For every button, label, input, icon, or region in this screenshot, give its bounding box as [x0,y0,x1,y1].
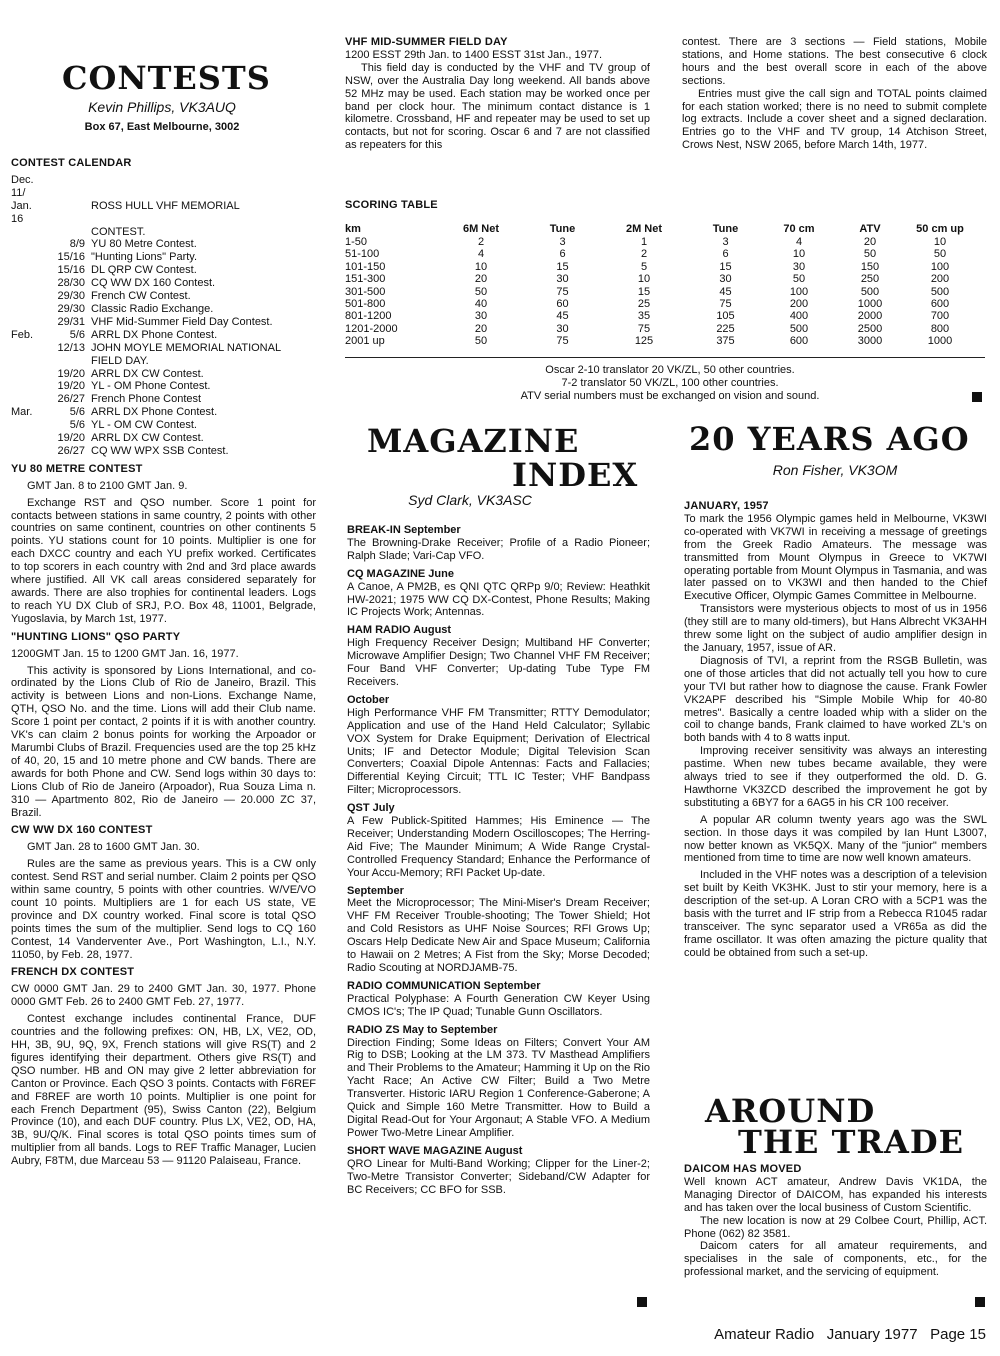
scoring-column-header: 70 cm [783,223,815,235]
index-entries: QRO Linear for Multi-Band Working; Clipper for the Liner-2; Two-Metre Transistor Converter; Sideband/CW Adapter for BC Receivers; CC BFO for SSB. [347,1157,650,1196]
scoring-cell: 25 [637,298,651,311]
calendar-days: 26/27 [57,444,85,457]
scoring-row [345,286,975,298]
scoring-cell: 200 [930,273,950,286]
scoring-cell: 150 [860,260,880,273]
scoring-cell: 20 [863,236,877,248]
calendar-row [11,316,316,329]
scoring-row [345,273,975,285]
calendar-days: 29/30 [57,290,85,303]
scoring-table [345,222,975,348]
scoring-table-rule [345,357,985,358]
scoring-cell: 10 [933,236,947,248]
magazine-index-title-1: MAGAZINE [367,422,580,460]
footer-magazine: Amateur Radio [714,1326,815,1343]
calendar-month [11,264,45,277]
scoring-cell: 2001 up [345,335,385,348]
scoring-cell: 3 [559,236,566,248]
calendar-event: CQ WW DX 160 Contest. [91,277,216,290]
calendar-event: YL - OM Phone Contest. [91,380,211,393]
calendar-month: Dec. 11/ [11,173,34,199]
field-day-body-1: This field day is conducted by the VHF and TV group of NSW, over the Australia Day long weekend. All bands above 52 MHz may be used. Each station may be worked once per band per clock hour. The minimum contact distance is 1 kilometre. Crossband, HF and repeater may be used to set up contacts, but not for scoring. Oscar 6 and 7 are not classified as repeaters for this [345,61,650,152]
scoring-row [345,335,975,347]
calendar-month [11,316,45,329]
yu-heading: YU 80 METRE CONTEST [11,462,143,475]
cw160-body: Rules are the same as previous years. This is a CW only contest. Send RST and serial number. Claim 2 points per QSO within same country, 5 points with other countries. W/VE/VO count 10 points. Multipliers are 1 for each US state, VE province and DX country worked. Final score is total QSO points times the sum of the multiplier. Send logs to CQ 160 Contest, 14 Vanderventer Ave., Port Washington, L.I., N.Y. 11050, by Feb. 28, 1977. [11,858,316,961]
french-body: Contest exchange includes continental France, DUF countries and the following prefixes: ON, HB, LX, VE2, OD, HH, 3B, 9U, 9Q, 9X, French stations will give RS(T) and 2 figures identifying their department. Others give RS(T) and QSO number. HB and ON may give 2 letter abbreviation for Canton or Province. Each QSO 3 points. Contacts with F6REF and F8REF are worth 10 points. Multiplier is one point for each French Department (95), Swiss Canton (22), Belgium Province (10), and each DUF country. Plus LX, VE2, OD, HA, 3B, 9U/Q/K. Final scores is total QSO points times sum of multiplier from all bands. Logs to REF Traffic Manager, Lucien Aubry, F8TM, due Marceau 53 — 91120 Palaiseau, France. [11,1013,316,1168]
twenty-years-title: 20 YEARS AGO [689,420,970,458]
scoring-cell: 40 [474,298,488,311]
footer-issue: January 1977 [826,1326,918,1343]
calendar-days: 15/16 [57,251,85,264]
calendar-month [11,290,45,303]
field-day-col-2 [682,36,987,152]
calendar-days: 12/13 [57,341,85,354]
contests-column [11,157,316,1168]
scoring-cell: 101-150 [345,260,386,273]
calendar-days [45,174,91,200]
calendar-days: 15/16 [57,264,85,277]
calendar-days: 8/9 [69,238,85,251]
calendar-days: 28/30 [57,277,85,290]
scoring-row [345,298,975,310]
calendar-row [11,226,316,239]
calendar-days: 19/20 [57,380,85,393]
scoring-cell: 20 [474,273,488,286]
calendar-event [91,174,316,200]
index-entries: Direction Finding; Some Ideas on Filters; Convert Your AM Rig to DSB; Looking at the LM 373. TV Masthead Amplifiers and Their Problems to the Amateur; Hamming it Up on the Rio Yacht Race; An Active CW Filter; Build a Two Metre Transverter. Historic IARU Region 1 Conference-Gaberone; A Quick and Simple 160 Metre Transmitter. How to Build a Digital Read-Out for Your Argonaut; A Stable VFO. A Medium Power Two-Metre Linear Amplifier. [347,1036,650,1139]
lions-time: 1200GMT Jan. 15 to 1200 GMT Jan. 16, 1977. [11,647,239,660]
calendar-event: ARRL DX CW Contest. [91,432,204,445]
scoring-column-header: Tune [549,223,576,235]
calendar-event: ARRL DX CW Contest. [91,367,204,380]
calendar-days: 19/20 [57,367,85,380]
lions-heading: "HUNTING LIONS" QSO PARTY [11,630,181,643]
calendar-month [11,432,45,445]
index-source-heading: RADIO COMMUNICATION September [347,979,541,992]
calendar-month: Jan. 16 [11,199,32,225]
index-source-heading: SHORT WAVE MAGAZINE August [347,1144,523,1157]
calendar-days: 26/27 [57,393,85,406]
calendar-row [11,380,316,393]
trade-title-2: THE TRADE [738,1123,964,1161]
scoring-cell: 50 [792,273,806,286]
scoring-cell: 2000 [857,310,883,323]
calendar-row [11,174,316,200]
scoring-cell: 30 [556,322,569,335]
index-entries: The Browning-Drake Receiver; Profile of a Radio Pioneer; Ralph Slade; Vari-Cap VFO. [347,536,650,562]
scoring-cell: 500 [789,322,809,335]
scoring-cell: 301-500 [345,285,386,298]
calendar-month [11,251,45,264]
scoring-cell: 125 [634,335,654,348]
scoring-cell: 2500 [857,322,883,335]
calendar-days: 29/31 [57,315,85,328]
scoring-column-header: km [345,223,361,235]
scoring-cell: 30 [792,260,806,273]
scoring-header-row [345,222,975,236]
calendar-event: ARRL DX Phone Contest. [91,406,218,419]
contests-author: Kevin Phillips, VK3AUQ [88,99,236,115]
calendar-row [11,419,316,432]
calendar-event: DL QRP CW Contest. [91,264,197,277]
calendar-month [11,368,45,381]
cw160-heading: CW WW DX 160 CONTEST [11,824,153,837]
index-source-heading: BREAK-IN September [347,524,461,536]
cw160-time: GMT Jan. 28 to 1600 GMT Jan. 30. [27,841,200,854]
index-source-heading: HAM RADIO August [347,624,452,637]
scoring-cell: 1000 [927,335,953,348]
scoring-cell: 75 [637,322,651,335]
calendar-month [11,342,45,355]
calendar-days: 29/30 [57,302,85,315]
scoring-column-header: 6M Net [462,223,500,235]
calendar-row [11,368,316,381]
calendar-month: Mar. [11,406,33,419]
scoring-cell: 151-300 [345,273,386,286]
scoring-cell: 75 [719,298,732,311]
lions-body: This activity is sponsored by Lions International, and co-ordinated by the Lions Club of Rio de Janeiro, Brazil. This activity is between Lions and non-Lions. Exchange Name, QTH, QSO No. and the time. Lions will add their Club name. Score 1 point per contact, 2 points if it is with another country. VK's can claim 2 bonus points for working the Arpoador or Marumbi Clubs of Brazil. Frequencies used are the top 25 kHz of 40, 20, 15 and 10 metre phone and CW bands. There are awards for both Phone and CW. Send logs within 30 days to: Lions Club of Rio de Janeiro (Arpoador), Rua Souza Lima n. 310 — Apartmento 802, Rio de Janeiro — 20.000 ZC 37, Brazil. [11,664,316,819]
index-entries: Practical Polyphase: A Fourth Generation CW Keyer Using CMOS IC's; The IP Quad; Tunable Gunn Oscillators. [347,992,650,1018]
scoring-cell: 250 [860,273,880,286]
scoring-cell: 200 [789,298,809,311]
contests-address: Box 67, East Melbourne, 3002 [84,121,240,133]
scoring-cell: 1-50 [345,236,368,248]
scoring-cell: 51-100 [345,248,380,261]
scoring-column-header: ATV [859,223,881,235]
calendar-event: Classic Radio Exchange. [91,302,214,315]
calendar-event: CQ WW WPX SSB Contest. [91,444,229,457]
scoring-row [345,236,975,248]
scoring-note-2: 7-2 translator 50 VK/ZL, 100 other countries. [561,377,779,389]
scoring-column-header: 50 cm up [916,223,964,235]
scoring-notes [460,364,880,403]
calendar-month [11,226,45,239]
french-heading: FRENCH DX CONTEST [11,966,135,979]
scoring-cell: 60 [556,298,569,311]
scoring-cell: 30 [474,310,488,323]
scoring-cell: 50 [933,248,947,261]
calendar-month [11,355,45,368]
scoring-cell: 15 [637,285,651,298]
calendar-row [11,329,316,342]
twenty-years-paragraph: To mark the 1956 Olympic games held in Melbourne, VK3WI co-operated with VK7WI in receiving a message of greetings from the Greek Radio Amateurs. The message was transmitted from Mount Olympus in Greece to VK7WI operating portable from Mount Olympus in Tasmania, and was later passed on to VK3WI and then handed to the Chief Executive Officer, Olympic Games Committee in Melbourne. [684,512,987,603]
calendar-row [11,303,316,316]
calendar-days: 5/6 [69,419,85,432]
scoring-column-header: Tune [712,223,739,235]
magazine-index-author: Syd Clark, VK3ASC [408,492,532,508]
index-source-heading: CQ MAGAZINE June [347,567,454,580]
calendar-month [11,445,45,458]
scoring-cell: 1 [640,236,648,248]
twenty-years-paragraph: Transistors were mysterious objects to most of us in 1956 (they still are to many old-timers), but Hans Albrecht VK3AHH threw some light on the subject of audio amplifier design in the January, 1957, issue of AR. [684,603,987,654]
scoring-cell: 15 [556,260,569,273]
scoring-cell: 30 [556,273,569,286]
twenty-years-paragraph: A popular AR column twenty years ago was the SWL section. In those days it was compiled by Ian Hunt L3007, now better known as VK5QX. Many of the "junior" members mentioned from time to time are now well known amateurs. [684,813,987,865]
scoring-cell: 50 [863,248,877,261]
scoring-cell: 75 [556,285,569,298]
calendar-event: VHF Mid-Summer Field Day Contest. [91,315,273,328]
calendar-month [11,277,45,290]
calendar-row [11,290,316,303]
scoring-cell: 100 [789,285,809,298]
scoring-cell: 4 [477,248,485,261]
scoring-cell: 6 [559,248,566,261]
scoring-cell: 2 [640,248,648,261]
scoring-cell: 20 [474,322,488,335]
calendar-days: 5/6 [69,328,85,341]
field-day-time: 1200 ESST 29th Jan. to 1400 ESST 31st Jan., 1977. [345,48,603,61]
calendar-event: YU 80 Metre Contest. [91,238,197,251]
contest-calendar [11,174,316,458]
scoring-table-heading: SCORING TABLE [345,199,438,211]
scoring-cell: 2 [477,236,485,248]
scoring-cell: 45 [556,310,569,323]
calendar-days [45,226,91,239]
field-day-col-1 [345,36,650,152]
calendar-heading: CONTEST CALENDAR [11,157,132,169]
scoring-cell: 3000 [857,335,883,348]
index-entries: A Few Publick-Spitited Hammes; His Eminence — The Receiver; Understanding Modern Oscilloscopes; The Herring-Aid Five; The Maunder Minimum; A Wide Range Crystal-Controlled Frequency Standard; Enhance the Performance of Your Accu-Memory; RFI Packet Up-date. [347,815,650,879]
scoring-row [345,248,975,260]
scoring-cell: 50 [474,335,488,348]
scoring-row [345,310,975,322]
index-entries: High Performance VHF FM Transmitter; RTTY Demodulator; Application and use of the Hand Held Calculator; Syllabic VOX System for Drake Equipment; Derivation of Electrical Units; IF and Detector Module; Digital Television Scan Converters; Coaxial Dipole Antennas: Facts and Fallacies; Differential Keying Circuit; TTL IC Tester; VHF Bandpass Filter; Microprocessors. [347,706,650,797]
scoring-cell: 501-800 [345,298,386,311]
calendar-month [11,419,45,432]
end-mark-icon [637,1297,647,1307]
calendar-row [11,432,316,445]
calendar-row [11,445,316,458]
twenty-years-paragraph: Diagnosis of TVI, a reprint from the RSGB Bulletin, was one of those articles that did not actually tell you how to cure your TVI but rather how to diagnose the cause. Frank Fowler VK2APF described his "Simple Mobile Whip for 40-80 metres". Basically a centre loaded whip with a slider on the coil to change bands, Frank claimed to have worked ZL's on both bands with 4 to 8 watts input. [684,654,987,745]
page-footer [714,1326,986,1343]
field-day-heading: VHF MID-SUMMER FIELD DAY [345,36,508,48]
scoring-cell: 10 [637,273,651,286]
calendar-event: YL - OM CW Contest. [91,419,197,432]
scoring-cell: 75 [556,335,569,348]
scoring-cell: 10 [792,248,806,261]
calendar-event: CONTEST. [91,225,146,238]
footer-page-number: Page 15 [930,1326,986,1343]
field-day-body-2: contest. There are 3 sections — Field stations, Mobile stations, and Home stations. The best consecutive 6 clock hours and the best overall score in each of the above sections. [682,36,987,87]
scoring-cell: 6 [722,248,729,261]
scoring-note-1: Oscar 2-10 translator 20 VK/ZL, 50 other countries. [545,364,795,376]
contests-title: CONTESTS [62,59,271,97]
scoring-cell: 225 [716,322,735,335]
scoring-cell: 375 [716,335,735,348]
magazine-index-list [347,524,650,1196]
scoring-cell: 4 [795,236,803,248]
scoring-column-header: 2M Net [625,223,663,235]
magazine-index-title-2: INDEX [512,456,639,494]
yu-body: Exchange RST and QSO number. Score 1 point for contacts between stations in same country, 2 points with other countries on same continent, countries on other continents 5 points. YU stations count for 10 points. Multiplier is one for each DXCC country and each YU prefix worked. Certificates to top scorers in each country with 2nd and 3rd place awards where justified. All VK call areas considered separately for awards. There are also trophies for continental leaders. Logs to reach YU DX Club of SRJ, P.O. Box 48, 11001, Belgrade, Yugoslavia, by March 1st, 1977. [11,496,316,625]
twenty-years-paragraph: Included in the VHF notes was a description of a television set built by Keith VK3HK. Just to stir your memory, here is a description of the set-up. A Loran CRO with a 5CP1 was the basis with the turret and IF strip from a Rebecca R1045 radar transceiver. The sync separator used a VR65a as did the frame oscillator. It was often amazing the picture quality that could be obtained from such a set-up. [684,869,987,959]
index-source-heading: QST July [347,802,395,815]
calendar-event: JOHN MOYLE MEMORIAL NATIONAL [91,341,282,354]
twenty-years-author: Ron Fisher, VK3OM [772,462,898,478]
scoring-row [345,261,975,273]
calendar-month: Feb. [11,328,34,341]
trade-title-1: AROUND [705,1092,876,1130]
calendar-row [11,393,316,406]
scoring-cell: 600 [789,335,809,348]
trade-column [684,1163,987,1279]
trade-paragraph: Daicom caters for all amateur requirements, and specialises in the sale of components, etc., for the professional market, and the servicing of equipment. [684,1240,987,1279]
calendar-row [11,342,316,355]
scoring-cell: 15 [719,260,732,273]
scoring-cell: 700 [930,310,950,323]
scoring-cell: 801-1200 [345,310,392,323]
end-mark-icon [975,1297,985,1307]
trade-paragraph: The new location is now at 29 Colbee Court, Phillip, ACT. Phone (062) 82 3581. [684,1214,987,1240]
calendar-row [11,200,316,226]
index-source-heading: September [347,884,404,897]
scoring-cell: 50 [474,285,488,298]
calendar-row [11,238,316,251]
calendar-row [11,251,316,264]
yu-time: GMT Jan. 8 to 2100 GMT Jan. 9. [27,479,188,492]
index-entries: A Canoe, A PM2B, es QNI QTC QRPp 9/0; Review: Heathkit HW-2021; 1975 WW CQ DX-Contest, Phone Results; Making IC Projects Work; Antennas. [347,580,650,619]
calendar-days: 5/6 [69,406,85,419]
french-time: CW 0000 GMT Jan. 29 to 2400 GMT Jan. 30, 1977. Phone 0000 GMT Feb. 26 to 2400 GMT Feb. 27, 1977. [11,983,316,1009]
scoring-note-3: ATV serial numbers must be exchanged on vision and sound. [520,390,820,402]
scoring-cell: 1000 [857,298,883,311]
scoring-cell: 45 [719,285,732,298]
scoring-cell: 400 [789,310,809,323]
calendar-row [11,406,316,419]
calendar-row [11,277,316,290]
calendar-days [45,355,91,368]
scoring-cell: 30 [719,273,732,286]
index-entries: Meet the Microprocessor; The Mini-Miser's Dream Receiver; VHF FM Receiver Trouble-shooting; The Tower Shield; Hot and Cold Resistors as UHF Noise Sources; RFI Grows Up; Oscars Help Dedicate New Air and Space Museum; California to Hawaii on 2 Metres; A Fist from the Sky; Morse Decoded; Radio Scouting at NORDJAMB-75. [347,897,650,974]
index-source-heading: October [347,693,390,706]
scoring-cell: 5 [640,260,648,273]
calendar-row [11,264,316,277]
scoring-cell: 500 [930,285,950,298]
twenty-years-paragraph: Improving receiver sensitivity was always an interesting pastime. When new tubes became available, they were always tried to see if they outperformed the old. D. G. Hawthorne VK3ZCD described the improvement he got by substituting a 6BY7 for a 6AG5 in his CR 100 receiver. [684,745,987,809]
scoring-cell: 3 [722,236,729,248]
calendar-event: French Phone Contest [91,393,202,406]
scoring-cell: 10 [474,260,488,273]
scoring-cell: 105 [716,310,735,323]
trade-paragraph: Well known ACT amateur, Andrew Davis VK1DA, the Managing Director of DAICOM, has expanded his interests and has taken over the local business of Custom Scientific. [684,1175,987,1214]
scoring-cell: 600 [930,298,950,311]
calendar-month [11,238,45,251]
calendar-month [11,303,45,316]
calendar-event: FIELD DAY. [91,354,149,367]
index-entries: High Frequency Receiver Design; Multiband HF Converter; Microwave Amplifier Design; Two Channel VHF FM Receiver; Four Band VHF Converter; Up-dating Tube Type FM Receivers. [347,637,650,688]
scoring-cell: 500 [860,285,880,298]
calendar-event: "Hunting Lions" Party. [91,251,198,264]
calendar-days [45,200,91,226]
twenty-years-column [684,500,987,960]
scoring-cell: 800 [930,322,950,335]
scoring-cell: 35 [637,310,651,323]
field-day-body-3: Entries must give the call sign and TOTAL points claimed for each station worked; there is no need to submit complete log extracts. Include a cover sheet and a signed declaration. Entries go to the VHF and TV group, 14 Atchison Street, Crows Nest, NSW 2065, before March 14th, 1977. [682,87,987,152]
trade-heading: DAICOM HAS MOVED [684,1163,802,1175]
calendar-event: French CW Contest. [91,290,191,303]
calendar-event: ROSS HULL VHF MEMORIAL [91,199,240,212]
index-source-heading: RADIO ZS May to September [347,1023,498,1036]
calendar-month [11,393,45,406]
scoring-cell: 100 [930,260,950,273]
calendar-event: ARRL DX Phone Contest. [91,328,218,341]
end-mark-icon [972,392,982,402]
calendar-row [11,355,316,368]
scoring-cell: 1201-2000 [345,322,398,335]
calendar-days: 19/20 [57,432,85,445]
twenty-years-heading: JANUARY, 1957 [684,500,769,512]
calendar-month [11,380,45,393]
scoring-row [345,323,975,335]
